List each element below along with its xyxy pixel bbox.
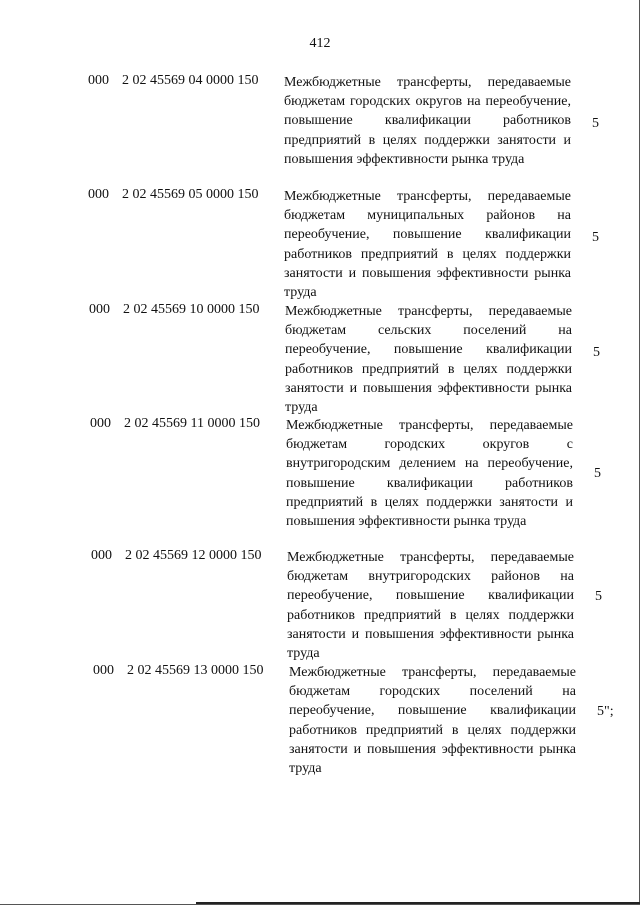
admin-code: 000 (91, 548, 112, 563)
description: Межбюджетные трансферты, передаваемые бюджетам городских округов с внутригородским делением на переобучение, повышение квалификации работников предприятий в целях поддержки занятости и повышения эффективности рынка труда (286, 418, 573, 530)
bottom-rule (196, 902, 640, 904)
admin-code: 000 (88, 73, 109, 88)
value: 5 (592, 116, 599, 131)
value: 5 (593, 345, 600, 360)
budget-code: 2 02 45569 11 0000 150 (124, 416, 260, 431)
value: 5"; (597, 704, 614, 719)
admin-code: 000 (89, 302, 110, 317)
value: 5 (595, 589, 602, 604)
budget-code: 2 02 45569 05 0000 150 (122, 187, 259, 202)
value: 5 (592, 230, 599, 245)
description: Межбюджетные трансферты, передаваемые бюджетам внутригородских районов на переобучение, повышение квалификации работников предприятий в целях поддержки занятости и повышения эффективности рынка труда (287, 550, 574, 662)
description: Межбюджетные трансферты, передаваемые бюджетам городских округов на переобучение, повышение квалификации работников предприятий в целях поддержки занятости и повышения эффективности рынка труда (284, 75, 571, 167)
budget-code: 2 02 45569 12 0000 150 (125, 548, 262, 563)
description: Межбюджетные трансферты, передаваемые бюджетам муниципальных районов на переобучение, повышение квалификации работников предприятий в целях поддержки занятости и повышения эффективности рынка труда (284, 189, 571, 301)
budget-code: 2 02 45569 10 0000 150 (123, 302, 260, 317)
value: 5 (594, 466, 601, 481)
admin-code: 000 (93, 663, 114, 678)
admin-code: 000 (88, 187, 109, 202)
description: Межбюджетные трансферты, передаваемые бюджетам сельских поселений на переобучение, повышение квалификации работников предприятий в целях поддержки занятости и повышения эффективности рынка труда (285, 304, 572, 416)
admin-code: 000 (90, 416, 111, 431)
budget-code: 2 02 45569 04 0000 150 (122, 73, 259, 88)
description: Межбюджетные трансферты, передаваемые бюджетам городских поселений на переобучение, повышение квалификации работников предприятий в целях поддержки занятости и повышения эффективности рынка труда (289, 665, 576, 777)
budget-code: 2 02 45569 13 0000 150 (127, 663, 264, 678)
page-number: 412 (309, 36, 331, 51)
